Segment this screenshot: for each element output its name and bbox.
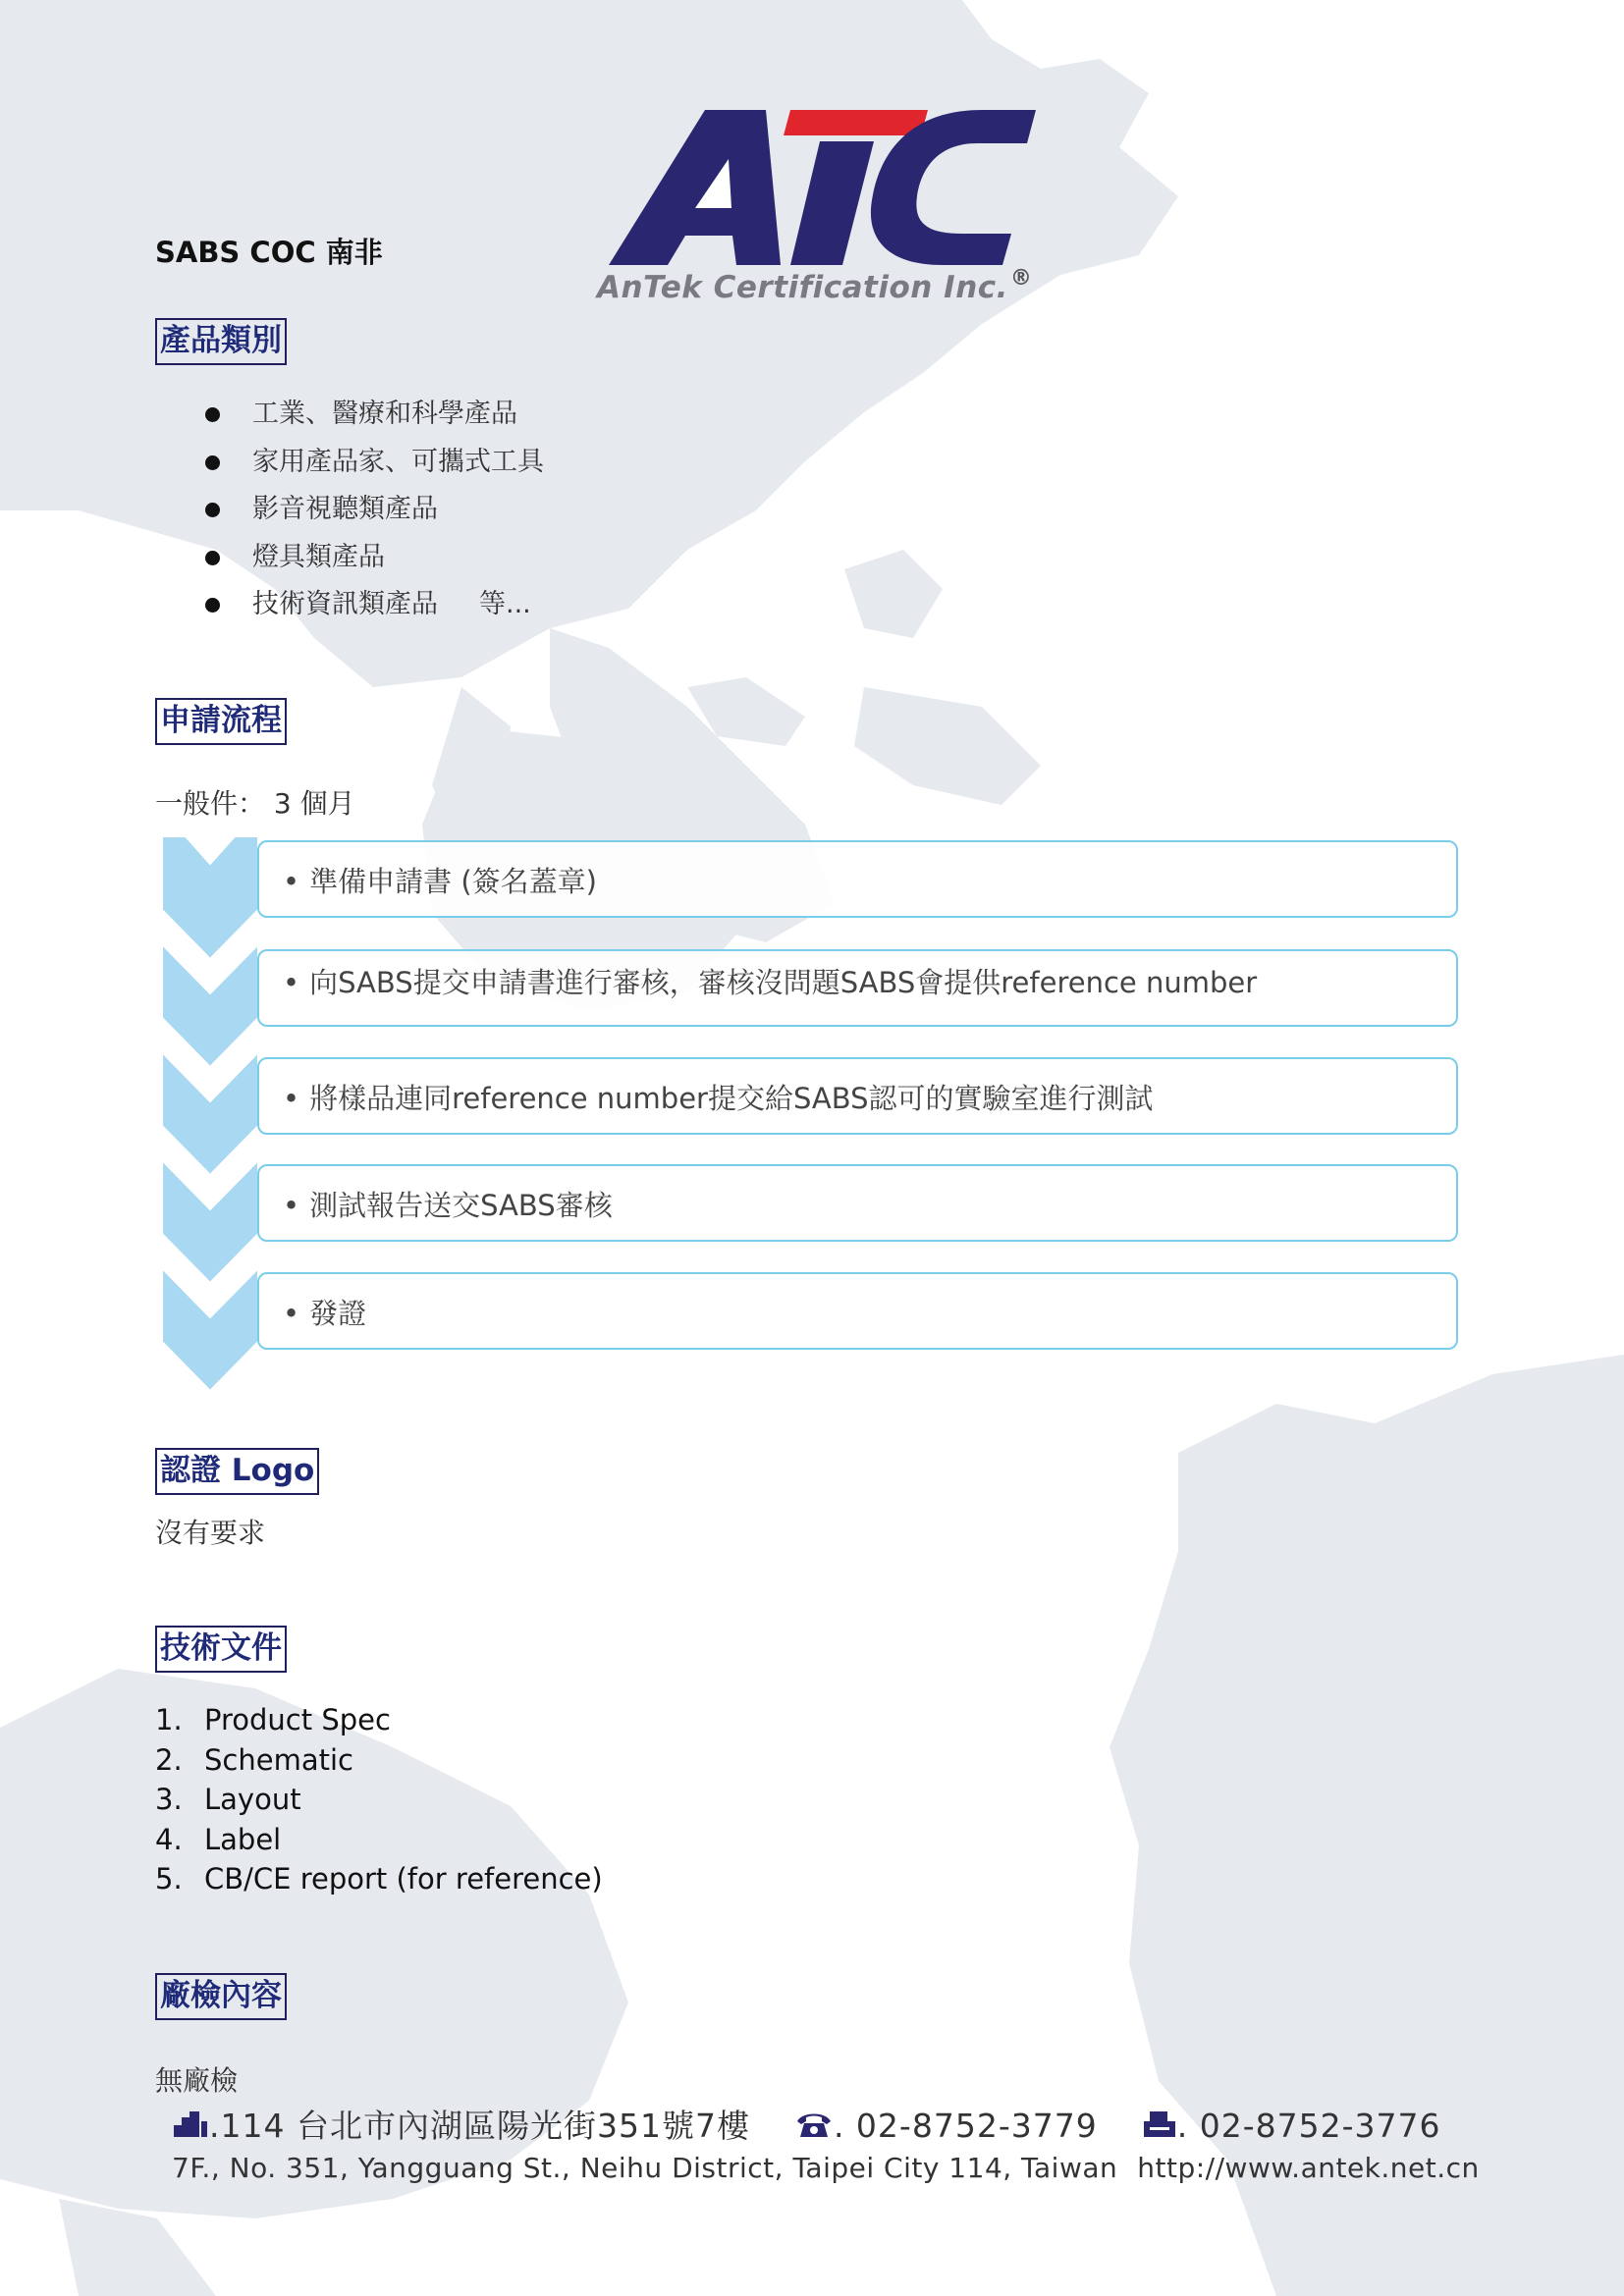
footer-address-line (172, 2152, 1480, 2184)
footer-fax: . 02-8752-3776 (1176, 2107, 1441, 2145)
logo-red-bar (784, 110, 928, 135)
section-heading-factory: 廠檢內容 (155, 1973, 287, 2020)
list-suffix: 等... (479, 589, 531, 619)
footer-contact (172, 2101, 1440, 2147)
list-item: 技術資訊類產品 等... (201, 585, 544, 633)
flow-step-3: • 將樣品連同reference number提交給SABS認可的實驗室進行測試 (257, 1057, 1458, 1135)
bullet-icon (205, 407, 220, 422)
list-item: 2. Schematic (155, 1742, 353, 1777)
flow-step-5: • 發證 (257, 1272, 1458, 1350)
footer-address-en: 7F., No. 351, Yangguang St., Neihu District, Taipei City 114, Taiwan (172, 2152, 1118, 2184)
phone-icon (794, 2109, 834, 2139)
page-title: SABS COC 南非 (155, 236, 383, 269)
bullet-icon (205, 503, 220, 517)
list-item: 4. Label (155, 1822, 282, 1856)
section-heading-process: 申請流程 (155, 698, 287, 745)
bullet-icon (205, 598, 220, 613)
bullet-icon (205, 455, 220, 470)
factory-inspection-text: 無廠檢 (155, 2064, 239, 2097)
logo-subtitle: AnTek Certification Inc.® (597, 266, 1033, 305)
flow-arrow-3 (162, 1052, 258, 1175)
process-flow (162, 836, 1468, 1396)
flow-step-1: • 準備申請書 (簽名蓋章) (257, 840, 1458, 918)
fax-icon (1142, 2109, 1177, 2139)
list-item: 工業、醫療和科學產品 (201, 395, 544, 443)
footer-url[interactable]: http://www.antek.net.cn (1137, 2152, 1480, 2184)
section-heading-product-category: 產品類別 (155, 318, 287, 365)
footer-address-cn: .114 台北市內湖區陽光街351號7樓 (209, 2107, 750, 2145)
list-item: 3. Layout (155, 1783, 301, 1816)
flow-arrow-2 (162, 944, 258, 1067)
flow-step-2: • 向SABS提交申請書進行審核，審核沒問題SABS會提供reference number (257, 949, 1458, 1027)
flow-arrow-5 (162, 1268, 258, 1391)
list-item: 1. Product Spec (155, 1703, 391, 1736)
logo-requirement-text: 沒有要求 (155, 1517, 266, 1549)
list-item: 燈具類產品 (201, 538, 544, 586)
bullet-icon (205, 551, 220, 565)
flow-arrow-4 (162, 1160, 258, 1283)
logo-letter-t (790, 141, 874, 265)
list-item: 影音視聽類產品 (201, 490, 544, 538)
process-duration: 一般件： 3 個月 (155, 787, 355, 820)
section-heading-tech-docs: 技術文件 (155, 1626, 287, 1673)
list-item: 家用產品家、可攜式工具 (201, 443, 544, 491)
product-category-list (201, 395, 544, 633)
section-heading-logo: 認證 Logo (155, 1448, 319, 1495)
tech-docs-list (155, 1700, 603, 1899)
logo-letter-a (609, 110, 781, 265)
list-item: 5. CB/CE report (for reference) (155, 1862, 603, 1896)
flow-step-4: • 測試報告送交SABS審核 (257, 1164, 1458, 1242)
flow-arrow-1 (162, 836, 258, 959)
building-icon (172, 2109, 209, 2139)
flow-arrows (162, 836, 270, 1396)
footer-phone: . 02-8752-3779 (833, 2107, 1098, 2145)
